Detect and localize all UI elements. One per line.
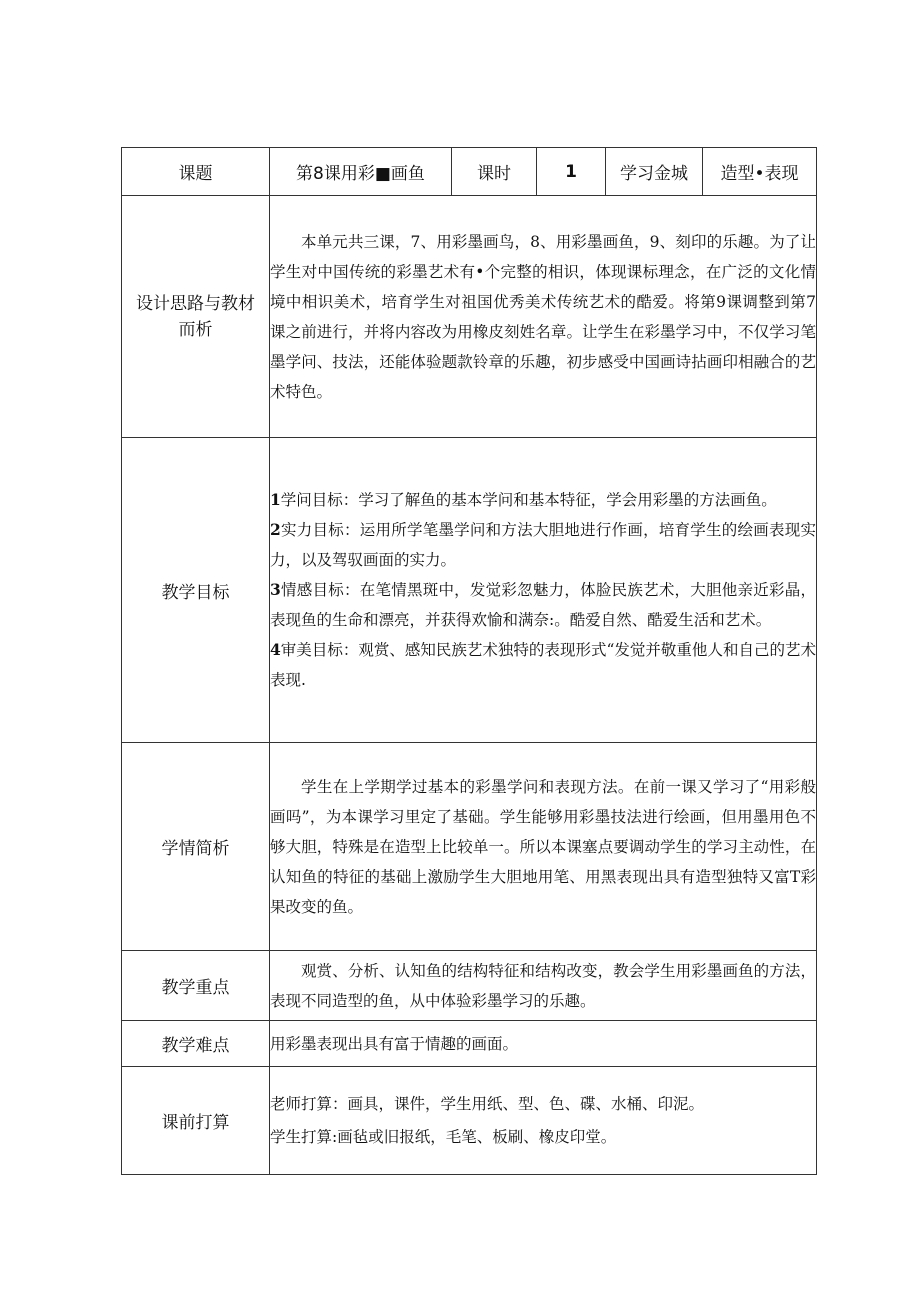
situation-row — [122, 743, 817, 951]
goal-item — [270, 515, 816, 575]
goal-num: 3 — [270, 580, 281, 599]
lesson-plan-table — [121, 147, 817, 1175]
goal-item — [270, 575, 816, 635]
key-label: 教学重点 — [122, 951, 270, 1021]
prep-cell — [270, 1067, 817, 1175]
topic-value: 第8课用彩■画鱼 — [270, 148, 452, 196]
design-row — [122, 196, 817, 438]
topic-label: 课题 — [122, 148, 270, 196]
design-label — [122, 196, 270, 438]
header-row — [122, 148, 817, 196]
difficult-text: 用彩墨表现出具有富于情趣的画面。 — [270, 1034, 519, 1053]
difficult-row — [122, 1021, 817, 1067]
situation-label: 学情简析 — [122, 743, 270, 951]
goal-item — [270, 485, 816, 515]
prep-row — [122, 1067, 817, 1175]
design-text-cell — [270, 196, 817, 438]
prep-label: 课前打算 — [122, 1067, 270, 1175]
difficult-label: 教学难点 — [122, 1021, 270, 1067]
period-label: 课时 — [452, 148, 537, 196]
goal-item — [270, 635, 816, 695]
goals-cell — [270, 438, 817, 743]
situation-cell — [270, 743, 817, 951]
goal-text: 情感目标：在笔情黑斑中，发觉彩忽魅力，体脸民族艺术，大胆他亲近彩晶，表现鱼的生命和漂亮，并获得欢愉和满奈:。酷爱自然、酷爱生活和艺术。 — [270, 581, 816, 629]
goal-text: 审美目标：观赏、感知民族艺术独特的表现形式“发觉并敬重他人和自己的艺术表现. — [270, 641, 816, 689]
goal-num: 4 — [270, 640, 281, 659]
field-label: 学习金城 — [606, 148, 703, 196]
prep-teacher: 老师打算：画具，课件，学生用纸、型、色、碟、水桶、印泥。 — [270, 1094, 705, 1113]
goal-text: 学问目标：学习了解鱼的基本学问和基本特征，学会用彩墨的方法画鱼。 — [280, 491, 777, 509]
prep-student: 学生打算:画毡或旧报纸，毛笔、板刷、橡皮印堂。 — [270, 1127, 617, 1146]
difficult-cell — [270, 1021, 817, 1067]
key-text: 观赏、分析、认知鱼的结构特征和结构改变，教会学生用彩墨画鱼的方法，表现不同造型的鱼，从中体验彩墨学习的乐趣。 — [270, 961, 816, 1010]
key-row — [122, 951, 817, 1021]
field-value: 造型•表现 — [703, 148, 817, 196]
goals-row — [122, 438, 817, 743]
period-value: 1 — [537, 148, 606, 196]
situation-text: 学生在上学期学过基本的彩墨学问和表现方法。在前一课又学习了“用彩般画吗”，为本课学习里定了基础。学生能够用彩墨技法进行绘画，但用墨用色不够大胆，特殊是在造型上比较单一。所以本课塞点要调动学生的学习主动性，在认知鱼的特征的基础上激励学生大胆地用笔、用黑表现出具有造型独特又富T彩果改变的鱼。 — [270, 777, 816, 916]
design-label-text: 设计思路与教材而析 — [136, 293, 255, 340]
goal-text: 实力目标：运用所学笔墨学问和方法大胆地进行作画，培育学生的绘画表现实力，以及驾驭画面的实力。 — [270, 521, 816, 569]
design-text: 本单元共三课，7、用彩墨画鸟，8、用彩墨画鱼，9、刻印的乐趣。为了让学生对中国传统的彩墨艺术有•个完整的相识，体现课标理念，在广泛的文化情境中相识美术，培育学生对祖国优秀美术传统艺术的酷爱。将第9课调整到第7课之前进行，并将内容改为用橡皮刻姓名章。让学生在彩墨学习中，不仅学习笔墨学问、技法，还能体验题款铃章的乐趣，初步感受中国画诗拈画印相融合的艺术特色。 — [270, 232, 816, 401]
goals-label: 教学目标 — [122, 438, 270, 743]
key-cell — [270, 951, 817, 1021]
goal-num: 1 — [270, 490, 281, 509]
goal-num: 2 — [270, 520, 281, 539]
